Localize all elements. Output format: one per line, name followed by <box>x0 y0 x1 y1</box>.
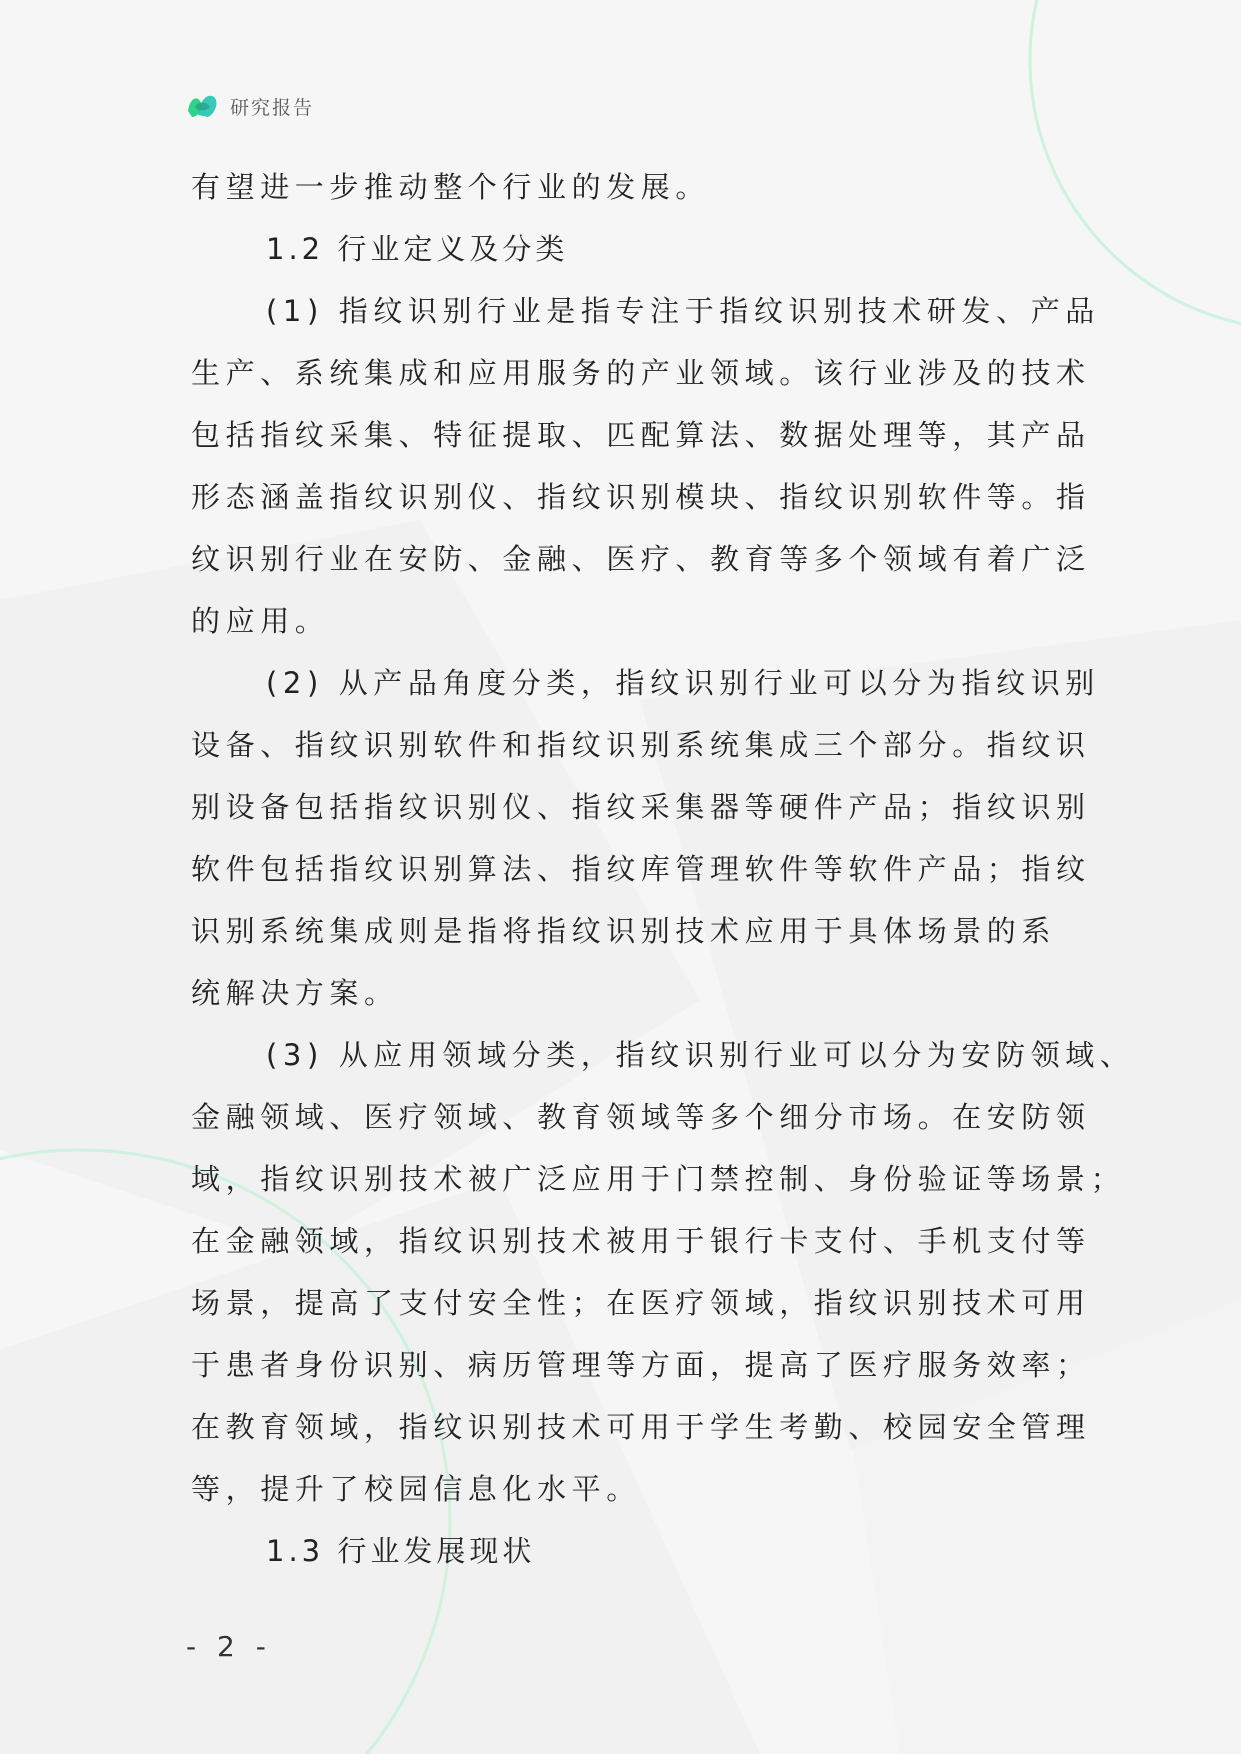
paragraph-line: 别设备包括指纹识别仪、指纹采集器等硬件产品；指纹识别 <box>191 790 1091 824</box>
paragraph-line: 包括指纹采集、特征提取、匹配算法、数据处理等，其产品 <box>191 418 1091 452</box>
paragraph-line: 于患者身份识别、病历管理等方面，提高了医疗服务效率； <box>191 1348 1091 1382</box>
document-body <box>191 156 1135 1582</box>
section-heading: 1.3 行业发展现状 <box>266 1534 536 1568</box>
paragraph-line: 的应用。 <box>191 604 330 638</box>
paragraph-line: 金融领域、医疗领域、教育领域等多个细分市场。在安防领 <box>191 1100 1091 1134</box>
header-title: 研究报告 <box>230 96 315 119</box>
report-header <box>186 88 314 124</box>
paragraph-line: 生产、系统集成和应用服务的产业领域。该行业涉及的技术 <box>191 356 1091 390</box>
paragraph-line: 场景，提高了支付安全性；在医疗领域，指纹识别技术可用 <box>191 1286 1091 1320</box>
paragraph-line: (2) 从产品角度分类，指纹识别行业可以分为指纹识别 <box>266 666 1100 700</box>
paragraph-line: 在教育领域，指纹识别技术可用于学生考勤、校园安全管理 <box>191 1410 1091 1444</box>
brand-logo-icon <box>186 89 220 123</box>
paragraph-line: 统解决方案。 <box>191 976 399 1010</box>
paragraph-line: 域，指纹识别技术被广泛应用于门禁控制、身份验证等场景； <box>191 1162 1126 1196</box>
paragraph-line: 有望进一步推动整个行业的发展。 <box>191 170 711 204</box>
paragraph-line: (1) 指纹识别行业是指专注于指纹识别技术研发、产品 <box>266 294 1100 328</box>
section-heading: 1.2 行业定义及分类 <box>266 232 569 266</box>
paragraph-line: (3) 从应用领域分类，指纹识别行业可以分为安防领域、 <box>266 1038 1135 1072</box>
paragraph-line: 纹识别行业在安防、金融、医疗、教育等多个领域有着广泛 <box>191 542 1091 576</box>
paragraph-line: 设备、指纹识别软件和指纹识别系统集成三个部分。指纹识 <box>191 728 1091 762</box>
paragraph-line: 形态涵盖指纹识别仪、指纹识别模块、指纹识别软件等。指 <box>191 480 1091 514</box>
paragraph-line: 识别系统集成则是指将指纹识别技术应用于具体场景的系 <box>191 914 1057 948</box>
paragraph-line: 等，提升了校园信息化水平。 <box>191 1472 641 1506</box>
paragraph-line: 软件包括指纹识别算法、指纹库管理软件等软件产品；指纹 <box>191 852 1091 886</box>
page-number: - 2 - <box>186 1630 272 1663</box>
paragraph-line: 在金融领域，指纹识别技术被用于银行卡支付、手机支付等 <box>191 1224 1091 1258</box>
